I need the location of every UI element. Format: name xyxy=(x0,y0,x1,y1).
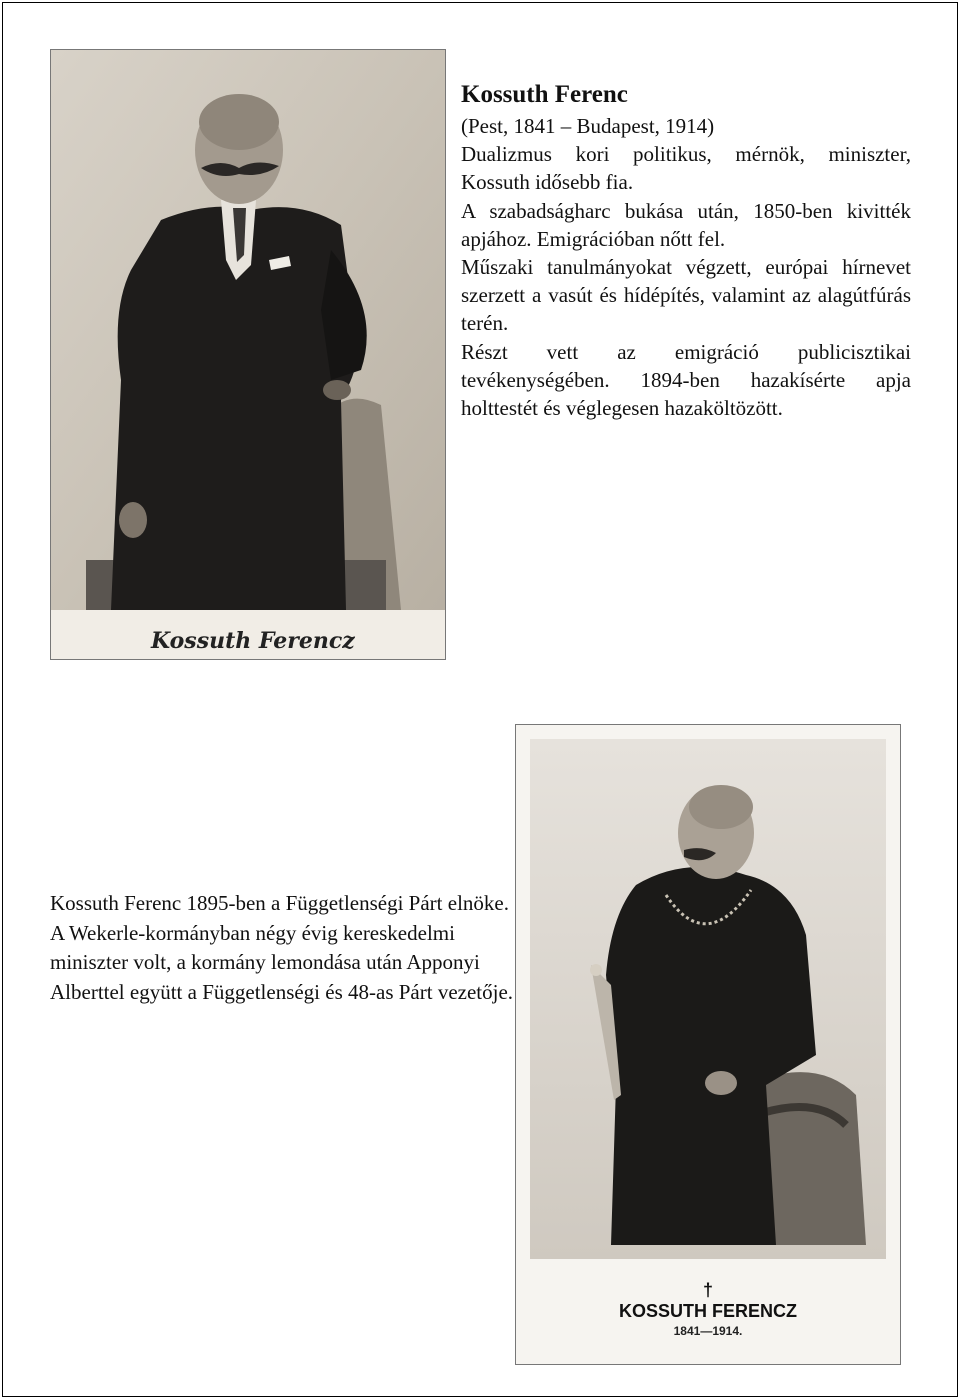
portrait-photo-seated xyxy=(515,724,901,1365)
card-cross: † xyxy=(702,1280,714,1300)
caption-text: Kossuth Ferenc 1895-ben a Függetlenségi Párt elnöke. A Wekerle-kormányban négy évig kereskedelmi miniszter volt, a kormány lemondása után Apponyi Alberttel együtt a Függetlenségi és 48-as Párt vezetője. xyxy=(50,891,514,1004)
portrait-photo-standing xyxy=(50,49,446,660)
bio-dates: (Pest, 1841 – Budapest, 1914) xyxy=(461,114,715,138)
bio-journalism: Részt vett az emigráció publicisztikai tevékenységében. 1894-ben hazakísérte apja holttestét és véglegesen hazaköltözött. xyxy=(461,339,911,421)
portrait-standing-image xyxy=(51,50,445,659)
signature: Kossuth Ferencz xyxy=(151,628,355,654)
biography-text xyxy=(461,80,911,422)
bio-name: Kossuth Ferenc xyxy=(461,81,628,108)
bio-engineering: Műszaki tanulmányokat végzett, európai hírnevet szerzett a vasút és hídépítés, valamint az alagútfúrás terén. xyxy=(461,255,911,336)
bio-role: Dualizmus kori politikus, mérnök, miniszter, Kossuth idősebb fia. xyxy=(461,142,911,195)
card-name: KOSSUTH FERENCZ xyxy=(618,1301,798,1321)
portrait-seated-image xyxy=(516,725,900,1364)
bio-emigration: A szabadságharc bukása után, 1850-ben kivitték apjához. Emigrációban nőtt fel. xyxy=(461,198,911,251)
card-years: 1841—1914. xyxy=(673,1324,743,1338)
